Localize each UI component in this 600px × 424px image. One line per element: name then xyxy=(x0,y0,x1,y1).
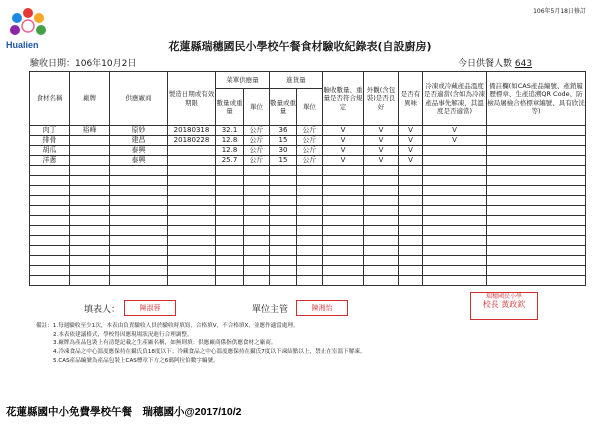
cell-check-weight xyxy=(323,256,364,266)
today-count-value: 643 xyxy=(514,59,533,69)
cell-mfg xyxy=(168,236,216,246)
cell-supply-unit: 公斤 xyxy=(244,156,270,166)
cell-mfg xyxy=(168,246,216,256)
cell-supply-qty: 12.8 xyxy=(216,136,244,146)
cell-supply-unit xyxy=(244,236,270,246)
cell-item xyxy=(30,186,70,196)
cell-supplier xyxy=(110,266,168,276)
cell-check-weight xyxy=(323,226,364,236)
cell-check-odor xyxy=(399,176,423,186)
cell-check-weight xyxy=(323,206,364,216)
table-row xyxy=(30,226,586,236)
table-row xyxy=(30,136,586,146)
cell-mfg xyxy=(168,216,216,226)
cell-check-weight: V xyxy=(323,146,364,156)
cell-check-temp: V xyxy=(423,136,487,146)
note-line: 備註：1.每週驗收至少1次，本表由負責驗收人員於驗收時填寫，合格填V，不合格填X，並應作適當處理。 xyxy=(36,323,299,329)
cell-supply-unit xyxy=(244,196,270,206)
cell-arrive-unit: 公斤 xyxy=(297,146,323,156)
cell-check-appearance xyxy=(364,236,399,246)
table-row xyxy=(30,246,586,256)
cell-arrive-qty: 15 xyxy=(270,136,297,146)
cell-check-temp xyxy=(423,176,487,186)
cell-item xyxy=(30,236,70,246)
cell-check-temp xyxy=(423,256,487,266)
cell-mfg xyxy=(168,256,216,266)
table-row xyxy=(30,176,586,186)
cell-check-odor: V xyxy=(399,136,423,146)
cell-check-weight xyxy=(323,176,364,186)
cell-supply-unit: 公斤 xyxy=(244,146,270,156)
cell-check-odor: V xyxy=(399,156,423,166)
cell-check-odor: V xyxy=(399,146,423,156)
filler-stamp: 陳淑蓉 xyxy=(124,300,176,316)
page-title: 花蓮縣瑞穗國民小學校午餐食材驗收紀錄表(自設廚房) xyxy=(168,40,432,53)
cell-supply-qty xyxy=(216,196,244,206)
cell-remarks xyxy=(487,156,586,166)
table-row xyxy=(30,196,586,206)
cell-check-appearance: V xyxy=(364,136,399,146)
cell-check-temp xyxy=(423,156,487,166)
cell-arrive-unit xyxy=(297,256,323,266)
cell-check-temp xyxy=(423,166,487,176)
cell-check-temp xyxy=(423,226,487,236)
notes xyxy=(36,322,576,365)
header-supply-unit: 單位 xyxy=(244,89,270,126)
cell-check-odor xyxy=(399,246,423,256)
cell-mfg xyxy=(168,266,216,276)
cell-remarks xyxy=(487,136,586,146)
inspection-date: 驗收日期：106年10月2日 xyxy=(30,59,137,69)
cell-brand xyxy=(70,266,110,276)
cell-arrive-unit xyxy=(297,206,323,216)
cell-arrive-qty xyxy=(270,186,297,196)
table-row xyxy=(30,266,586,276)
cell-arrive-unit xyxy=(297,276,323,286)
header-mfg: 製造日期或有效期限 xyxy=(168,72,216,126)
cell-check-appearance xyxy=(364,216,399,226)
cell-mfg: 20180318 xyxy=(168,126,216,136)
cell-item: 肉丁 xyxy=(30,126,70,136)
cell-remarks xyxy=(487,216,586,226)
unit-head-label: 單位主管 xyxy=(252,305,289,315)
note-line: 2.本表依建議格式，學校得因應現場狀況進行合理調整。 xyxy=(53,331,193,338)
note-line: 4.冷凍食品之中心溫度應保持在攝氏負18度以下；冷藏食品之中心溫度應保持在攝氏7度以下凍結點以上，禁止在室溫下解凍。 xyxy=(53,348,366,355)
table-row xyxy=(30,216,586,226)
cell-remarks xyxy=(487,256,586,266)
filler-label: 填表人： xyxy=(84,305,121,315)
cell-supplier xyxy=(110,256,168,266)
cell-check-weight xyxy=(323,166,364,176)
cell-check-weight: V xyxy=(323,156,364,166)
cell-mfg: 20180228 xyxy=(168,136,216,146)
table-row xyxy=(30,156,586,166)
cell-supply-unit xyxy=(244,166,270,176)
cell-item xyxy=(30,206,70,216)
cell-arrive-qty xyxy=(270,256,297,266)
cell-check-appearance xyxy=(364,166,399,176)
cell-arrive-unit xyxy=(297,176,323,186)
header-check-temp: 冷凍或冷藏產品溫度是否適當(含如為冷凍產品事先解凍，其溫度是否適當) xyxy=(423,72,487,126)
cell-item xyxy=(30,256,70,266)
cell-check-temp xyxy=(423,276,487,286)
cell-check-weight xyxy=(323,276,364,286)
cell-item xyxy=(30,226,70,236)
cell-arrive-qty xyxy=(270,266,297,276)
cell-mfg xyxy=(168,146,216,156)
today-count-label: 今日供餐人數 xyxy=(458,59,513,69)
cell-remarks xyxy=(487,126,586,136)
cell-check-odor xyxy=(399,256,423,266)
cell-check-appearance xyxy=(364,206,399,216)
cell-supply-qty xyxy=(216,186,244,196)
cell-remarks xyxy=(487,246,586,256)
cell-arrive-qty xyxy=(270,236,297,246)
cell-supply-unit xyxy=(244,206,270,216)
cell-arrive-qty xyxy=(270,196,297,206)
cell-remarks xyxy=(487,226,586,236)
cell-check-odor xyxy=(399,266,423,276)
cell-check-appearance xyxy=(364,186,399,196)
cell-arrive-qty: 36 xyxy=(270,126,297,136)
note-line: 5.CAS產品編號為產品包裝上CAS標章下方之6碼阿拉伯數字編號。 xyxy=(53,357,219,364)
cell-supply-qty xyxy=(216,236,244,246)
cell-supplier xyxy=(110,206,168,216)
cell-arrive-qty: 15 xyxy=(270,156,297,166)
cell-arrive-unit xyxy=(297,266,323,276)
cell-item xyxy=(30,166,70,176)
cell-supply-qty xyxy=(216,226,244,236)
cell-remarks xyxy=(487,276,586,286)
note-line: 3.廠牌為產品包裝上有清楚記載之生產廠名稱，如無則填：供應廠商係指供應食材之廠商。 xyxy=(53,340,277,347)
header-check-weight: 驗收數量、重量是否符合規定 xyxy=(323,72,364,126)
cell-arrive-unit xyxy=(297,236,323,246)
cell-supply-qty xyxy=(216,276,244,286)
cell-supply-unit xyxy=(244,176,270,186)
cell-supply-qty xyxy=(216,216,244,226)
cell-supplier: 泰興 xyxy=(110,146,168,156)
cell-brand xyxy=(70,136,110,146)
cell-supplier: 建昌 xyxy=(110,136,168,146)
cell-check-odor xyxy=(399,206,423,216)
header-supplier: 供應廠商 xyxy=(110,72,168,126)
cell-brand xyxy=(70,236,110,246)
cell-supply-qty xyxy=(216,166,244,176)
cell-brand xyxy=(70,196,110,206)
cell-arrive-qty xyxy=(270,176,297,186)
cell-supply-unit xyxy=(244,226,270,236)
cell-brand xyxy=(70,206,110,216)
table-row xyxy=(30,256,586,266)
cell-supply-qty: 12.8 xyxy=(216,146,244,156)
inspection-table xyxy=(29,71,586,286)
cell-mfg xyxy=(168,166,216,176)
header-arrive-qty: 數量或重量 xyxy=(270,89,297,126)
header-supply-qty: 數量或重量 xyxy=(216,89,244,126)
cell-remarks xyxy=(487,176,586,186)
cell-arrive-qty xyxy=(270,276,297,286)
revision-date: 106年5月18日修訂 xyxy=(533,8,586,15)
cell-brand xyxy=(70,156,110,166)
cell-check-weight xyxy=(323,236,364,246)
cell-arrive-unit: 公斤 xyxy=(297,156,323,166)
principal-stamp-bottom: 校長 黃政欽 xyxy=(482,300,526,310)
cell-check-temp xyxy=(423,236,487,246)
cell-supply-unit xyxy=(244,256,270,266)
cell-check-odor xyxy=(399,196,423,206)
cell-check-odor xyxy=(399,226,423,236)
cell-check-weight xyxy=(323,196,364,206)
cell-check-temp: V xyxy=(423,126,487,136)
cell-supplier xyxy=(110,166,168,176)
cell-mfg xyxy=(168,196,216,206)
cell-check-temp xyxy=(423,246,487,256)
cell-check-temp xyxy=(423,186,487,196)
cell-check-temp xyxy=(423,196,487,206)
cell-mfg xyxy=(168,186,216,196)
cell-supply-unit: 公斤 xyxy=(244,136,270,146)
cell-supplier xyxy=(110,186,168,196)
cell-supply-unit xyxy=(244,246,270,256)
cell-brand xyxy=(70,146,110,156)
principal-stamp-top: 瑞穗國民小學 xyxy=(485,293,522,300)
cell-arrive-qty xyxy=(270,216,297,226)
cell-item xyxy=(30,176,70,186)
cell-check-temp xyxy=(423,206,487,216)
table-row xyxy=(30,146,586,156)
cell-check-appearance: V xyxy=(364,156,399,166)
cell-check-odor xyxy=(399,166,423,176)
cell-mfg xyxy=(168,276,216,286)
cell-supply-unit: 公斤 xyxy=(244,126,270,136)
cell-arrive-unit: 公斤 xyxy=(297,136,323,146)
logo-text: Hualien xyxy=(6,40,39,50)
cell-supplier: 泰興 xyxy=(110,156,168,166)
cell-check-appearance: V xyxy=(364,146,399,156)
cell-item: 洋蔥 xyxy=(30,156,70,166)
cell-arrive-unit: 公斤 xyxy=(297,126,323,136)
cell-brand xyxy=(70,256,110,266)
unit-head-stamp: 陳湘怡 xyxy=(296,300,348,316)
header-check-odor: 是否有異味 xyxy=(399,72,423,126)
cell-supply-unit xyxy=(244,266,270,276)
cell-supply-qty xyxy=(216,176,244,186)
cell-brand: 裕峰 xyxy=(70,126,110,136)
cell-arrive-qty xyxy=(270,206,297,216)
cell-arrive-unit xyxy=(297,196,323,206)
cell-remarks xyxy=(487,166,586,176)
cell-check-appearance xyxy=(364,256,399,266)
cell-remarks xyxy=(487,206,586,216)
cell-arrive-qty xyxy=(270,246,297,256)
table-row xyxy=(30,236,586,246)
cell-check-appearance xyxy=(364,176,399,186)
cell-mfg xyxy=(168,226,216,236)
cell-check-odor xyxy=(399,216,423,226)
cell-item xyxy=(30,276,70,286)
header-supply-group: 菜單供應量 xyxy=(216,72,270,89)
cell-brand xyxy=(70,226,110,236)
cell-check-odor xyxy=(399,186,423,196)
cell-arrive-qty xyxy=(270,226,297,236)
cell-supply-qty xyxy=(216,256,244,266)
cell-check-weight: V xyxy=(323,126,364,136)
cell-check-temp xyxy=(423,216,487,226)
cell-check-appearance: V xyxy=(364,126,399,136)
cell-remarks xyxy=(487,236,586,246)
cell-arrive-qty: 30 xyxy=(270,146,297,156)
table-row xyxy=(30,206,586,216)
cell-supplier xyxy=(110,246,168,256)
cell-item xyxy=(30,196,70,206)
cell-remarks xyxy=(487,196,586,206)
cell-supplier xyxy=(110,196,168,206)
table-row xyxy=(30,166,586,176)
header-arrive-unit: 單位 xyxy=(297,89,323,126)
cell-arrive-qty xyxy=(270,166,297,176)
cell-mfg xyxy=(168,176,216,186)
cell-arrive-unit xyxy=(297,166,323,176)
table-row xyxy=(30,186,586,196)
cell-check-odor: V xyxy=(399,126,423,136)
cell-check-temp xyxy=(423,146,487,156)
cell-brand xyxy=(70,246,110,256)
cell-item xyxy=(30,216,70,226)
cell-arrive-unit xyxy=(297,226,323,236)
cell-arrive-unit xyxy=(297,216,323,226)
header-remarks: 備註欄(如CAS產品編號、產銷履歷標章、生產追溯QR Code、防檢局屠檢合格標章編號、具有欣洸等) xyxy=(487,72,586,126)
header-brand: 廠牌 xyxy=(70,72,110,126)
cell-mfg xyxy=(168,156,216,166)
cell-supply-unit xyxy=(244,276,270,286)
table-row xyxy=(30,126,586,136)
cell-check-weight xyxy=(323,266,364,276)
cell-check-odor xyxy=(399,276,423,286)
cell-supplier xyxy=(110,226,168,236)
cell-brand xyxy=(70,166,110,176)
cell-check-temp xyxy=(423,266,487,276)
cell-brand xyxy=(70,276,110,286)
principal-stamp xyxy=(470,292,538,320)
cell-check-appearance xyxy=(364,266,399,276)
cell-supplier: 原妙 xyxy=(110,126,168,136)
cell-supply-qty: 25.7 xyxy=(216,156,244,166)
cell-supply-qty xyxy=(216,266,244,276)
header-arrive-group: 進貨量 xyxy=(270,72,323,89)
cell-check-weight xyxy=(323,246,364,256)
cell-check-appearance xyxy=(364,226,399,236)
cell-arrive-unit xyxy=(297,246,323,256)
cell-brand xyxy=(70,176,110,186)
cell-brand xyxy=(70,186,110,196)
cell-supplier xyxy=(110,276,168,286)
cell-supply-unit xyxy=(244,216,270,226)
cell-mfg xyxy=(168,206,216,216)
cell-remarks xyxy=(487,186,586,196)
cell-check-appearance xyxy=(364,246,399,256)
cell-supply-qty xyxy=(216,246,244,256)
cell-check-weight xyxy=(323,216,364,226)
footer-caption: 花蓮縣國中小免費學校午餐 瑞穗國小@2017/10/2 xyxy=(6,406,242,418)
cell-brand xyxy=(70,216,110,226)
cell-remarks xyxy=(487,266,586,276)
cell-check-odor xyxy=(399,236,423,246)
cell-check-appearance xyxy=(364,196,399,206)
cell-remarks xyxy=(487,146,586,156)
cell-check-appearance xyxy=(364,276,399,286)
cell-supplier xyxy=(110,236,168,246)
header-item: 食材名稱 xyxy=(30,72,70,126)
cell-item: 胡瓜 xyxy=(30,146,70,156)
table-body xyxy=(30,126,586,286)
today-count xyxy=(458,56,532,69)
cell-item xyxy=(30,266,70,276)
cell-item xyxy=(30,246,70,256)
cell-arrive-unit xyxy=(297,186,323,196)
cell-supply-qty: 32.1 xyxy=(216,126,244,136)
cell-check-weight xyxy=(323,186,364,196)
cell-supply-unit xyxy=(244,186,270,196)
cell-item: 排骨 xyxy=(30,136,70,146)
cell-supplier xyxy=(110,216,168,226)
header-check-appearance: 外觀(含包裝)是否良好 xyxy=(364,72,399,126)
table-row xyxy=(30,276,586,286)
cell-check-weight: V xyxy=(323,136,364,146)
cell-supplier xyxy=(110,176,168,186)
cell-supply-qty xyxy=(216,206,244,216)
